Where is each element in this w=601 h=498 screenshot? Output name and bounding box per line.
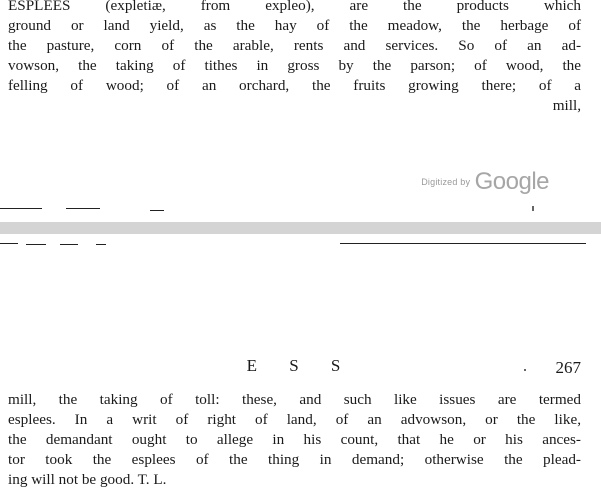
text-line: felling of wood; of an orchard, the fruits growing there; of a — [8, 77, 581, 94]
top-page — [0, 0, 601, 222]
scan-artifact-rule — [60, 244, 78, 245]
top-text-block — [8, 0, 581, 116]
running-head: E S S — [246, 356, 355, 375]
text-line: esplees. In a writ of right of land, of an advowson, or the like, — [8, 411, 581, 428]
scan-speck — [532, 206, 534, 211]
text-line: tor took the esplees of the thing in demand; otherwise the plead- — [8, 451, 581, 468]
scan-artifact-rule — [150, 210, 164, 211]
text-line: vowson, the taking of tithes in gross by the parson; of wood, the — [8, 57, 581, 74]
scan-artifact-rule — [340, 243, 586, 244]
scan-artifact-rule — [0, 243, 18, 244]
text-line: ground or land yield, as the hay of the meadow, the herbage of — [8, 17, 581, 34]
text-line: ing will not be good. T. L. — [8, 471, 167, 488]
scan-artifact-rule — [96, 244, 106, 245]
bottom-text-block — [8, 390, 581, 490]
scan-artifact-rule — [0, 208, 42, 209]
page-number: 267 — [555, 358, 581, 377]
text-line: the pasture, corn of the arable, rents and services. So of an ad- — [8, 37, 581, 54]
catchword: mill, — [552, 97, 581, 114]
page-separator — [0, 222, 601, 234]
bottom-page — [0, 234, 601, 498]
text-line: mill, the taking of toll: these, and such like issues are termed — [8, 391, 581, 408]
scan-speck — [524, 369, 526, 371]
watermark-prefix: Digitized by — [421, 177, 471, 187]
text-line: the demandant ought to allege in his count, that he or his ances- — [8, 431, 581, 448]
google-logo: Google — [474, 168, 549, 195]
text-line: ESPLEES (expletiæ, from expleo), are the products which — [8, 0, 581, 14]
scan-artifact-rule — [26, 244, 46, 245]
scan-artifact-rule — [66, 208, 100, 209]
google-watermark — [421, 168, 549, 196]
